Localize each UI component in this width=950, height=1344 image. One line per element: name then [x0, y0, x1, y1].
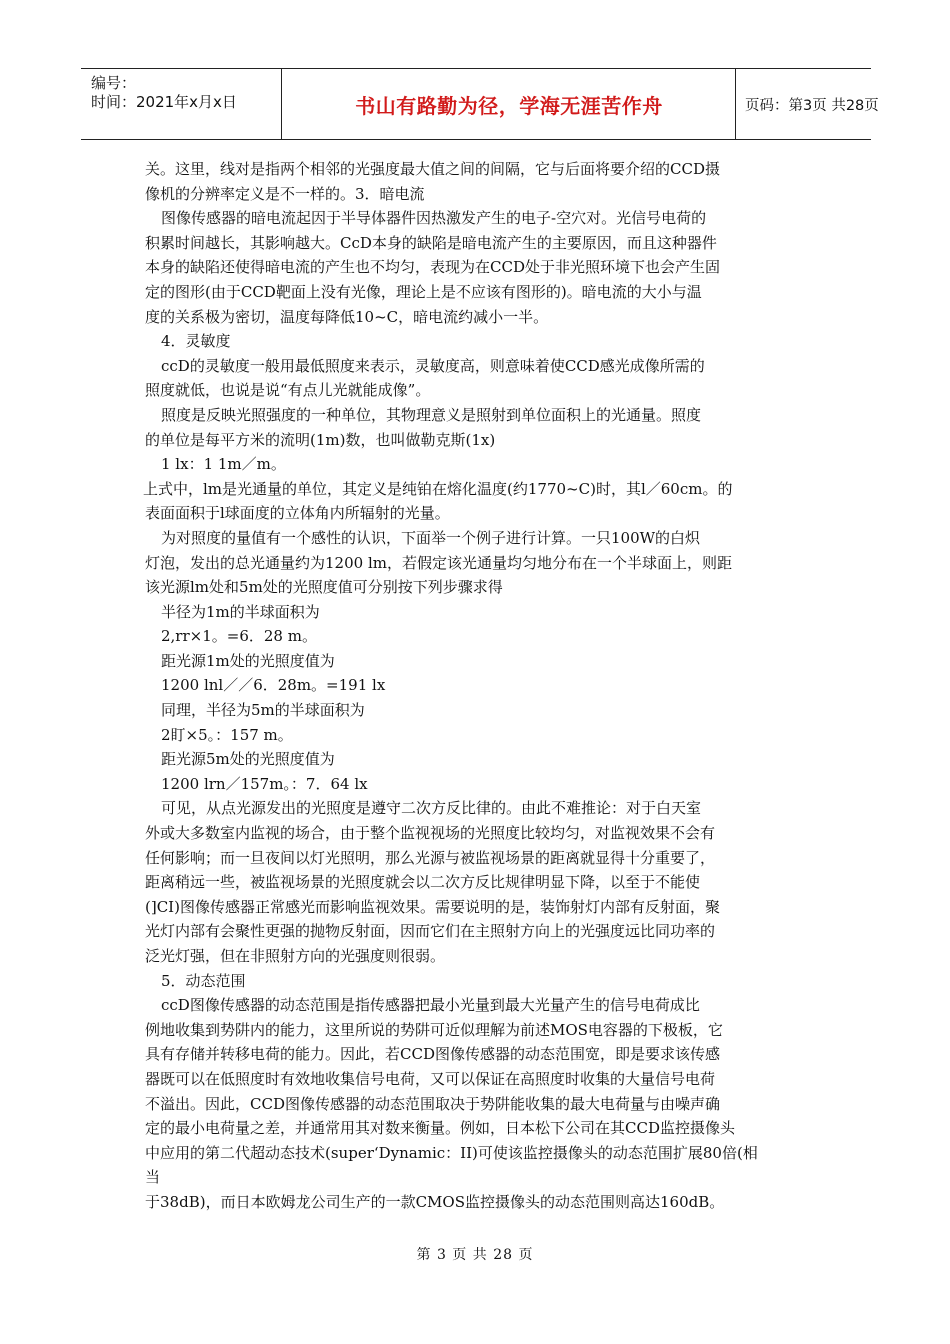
- page-header: [81, 68, 879, 140]
- text-line: ccD的灵敏度一般用最低照度来表示，灵敏度高，则意味着使CCD感光成像所需的: [161, 356, 705, 375]
- text-line: 表面面积于l球面度的立体角内所辐射的光量。: [145, 504, 450, 523]
- text-line: 1 lx：1 1m／m。: [161, 455, 286, 474]
- text-line: 具有存储并转移电荷的能力。因此，若CCD图像传感器的动态范围宽，即是要求该传感: [145, 1045, 720, 1064]
- text-line: 同理，半径为5m的半球面积为: [161, 701, 365, 720]
- text-line: 距光源5m处的光照度值为: [161, 750, 335, 769]
- text-line: ccD图像传感器的动态范围是指传感器把最小光量到最大光量产生的信号电荷成比: [161, 996, 700, 1015]
- text-line: 定的最小电荷量之差，并通常用其对数来衡量。例如，日本松下公司在其CCD监控摄像头: [145, 1119, 735, 1138]
- page-footer: 第 3 页 共 28 页: [416, 1247, 534, 1263]
- text-line: 照度就低，也说是说“有点儿光就能成像”。: [145, 381, 431, 400]
- text-line: 度的关系极为密切，温度每降低10~C，暗电流约减小一半。: [145, 307, 549, 326]
- text-line: 可见，从点光源发出的光照度是遵守二次方反比律的。由此不难推论：对于白天室: [161, 799, 702, 818]
- document-number-label: 编号：: [91, 74, 137, 92]
- text-line: 本身的缺陷还使得暗电流的产生也不均匀，表现为在CCD处于非光照环境下也会产生固: [145, 258, 720, 277]
- text-line: 5．动态范围: [161, 971, 246, 990]
- text-line: 灯泡，发出的总光通量约为1200 lm，若假定该光通量均匀地分布在一个半球面上，则距: [145, 553, 732, 572]
- text-line: 图像传感器的暗电流起因于半导体器件因热激发产生的电子-空穴对。光信号电荷的: [161, 209, 707, 228]
- text-line: 外或大多数室内监视的场合，由于整个监视视场的光照度比较均匀，对监视效果不会有: [145, 824, 716, 843]
- header-meta: [81, 69, 282, 139]
- text-line: 于38dB)，而日本欧姆龙公司生产的一款CMOS监控摄像头的动态范围则高达160dB。: [145, 1192, 725, 1211]
- text-line: 上式中，lm是光通量的单位，其定义是纯铂在熔化温度(约1770~C)时，其l／60cm。的: [143, 479, 733, 498]
- text-line: 距光源1m处的光照度值为: [161, 651, 335, 670]
- text-line: 距离稍远一些，被监视场景的光照度就会以二次方反比规律明显下降，以至于不能使: [145, 873, 701, 892]
- text-line: 2,rr×1。=6．28 m。: [161, 627, 317, 646]
- text-line: 4．灵敏度: [161, 332, 231, 351]
- text-line: 定的图形(由于CCD靶面上没有光像，理论上是不应该有图形的)。暗电流的大小与温: [145, 282, 702, 301]
- text-line: 中应用的第二代超动态技术(super‘Dynamic：II)可使该监控摄像头的动态范围扩展80倍(相: [145, 1143, 758, 1162]
- document-time-label: 时间：2021年x月x日: [91, 93, 237, 111]
- text-line: 的单位是每平方米的流明(1m)数，也叫做勒克斯(1x): [145, 430, 496, 449]
- document-body: [145, 157, 805, 1215]
- text-line: 该光源lm处和5m处的光照度值可分别按下列步骤求得: [145, 578, 503, 597]
- text-line: 泛光灯强，但在非照射方向的光强度则很弱。: [145, 947, 446, 965]
- text-line: 1200 lrn／157m。：7．64 lx: [161, 774, 368, 793]
- text-line: 不溢出。因此，CCD图像传感器的动态范围取决于势阱能收集的最大电荷量与由噪声确: [145, 1094, 720, 1113]
- text-line: 关。这里，线对是指两个相邻的光强度最大值之间的间隔，它与后面将要介绍的CCD摄: [145, 160, 720, 178]
- text-line: 1200 lnl／／6．28m。=191 lx: [161, 676, 386, 695]
- text-line: 任何影响；而一旦夜间以灯光照明，那么光源与被监视场景的距离就显得十分重要了，: [145, 848, 716, 867]
- text-line: 2盯×5。：157 m。: [161, 725, 293, 744]
- text-line: 像机的分辨率定义是不一样的。3．暗电流: [145, 184, 425, 203]
- text-line: (]CI)图像传感器正常感光而影响监视效果。需要说明的是，装饰射灯内部有反射面，聚: [145, 897, 720, 916]
- text-line: 例地收集到势阱内的能力，这里所说的势阱可近似理解为前述MOS电容器的下极板，它: [145, 1020, 723, 1039]
- text-line: 光灯内部有会聚性更强的抛物反射面，因而它们在主照射方向上的光强度远比同功率的: [145, 922, 716, 941]
- text-line: 半径为1m的半球面积为: [161, 602, 320, 621]
- text-line: 积累时间越长，其影响越大。CcD本身的缺陷是暗电流产生的主要原因，而且这种器件: [145, 233, 717, 252]
- header-motto: 书山有路勤为径，学海无涯苦作舟: [355, 93, 663, 118]
- header-motto-cell: [283, 69, 736, 139]
- text-line: 当: [145, 1168, 161, 1187]
- text-line: 器既可以在低照度时有效地收集信号电荷，又可以保证在高照度时收集的大量信号电荷: [145, 1069, 716, 1088]
- header-page-info: 页码：第3页 共28页: [745, 97, 879, 114]
- text-line: 为对照度的量值有一个感性的认识，下面举一个例子进行计算。一只100W的白炽: [161, 528, 701, 547]
- text-line: 照度是反映光照强度的一种单位，其物理意义是照射到单位面积上的光通量。照度: [161, 405, 702, 424]
